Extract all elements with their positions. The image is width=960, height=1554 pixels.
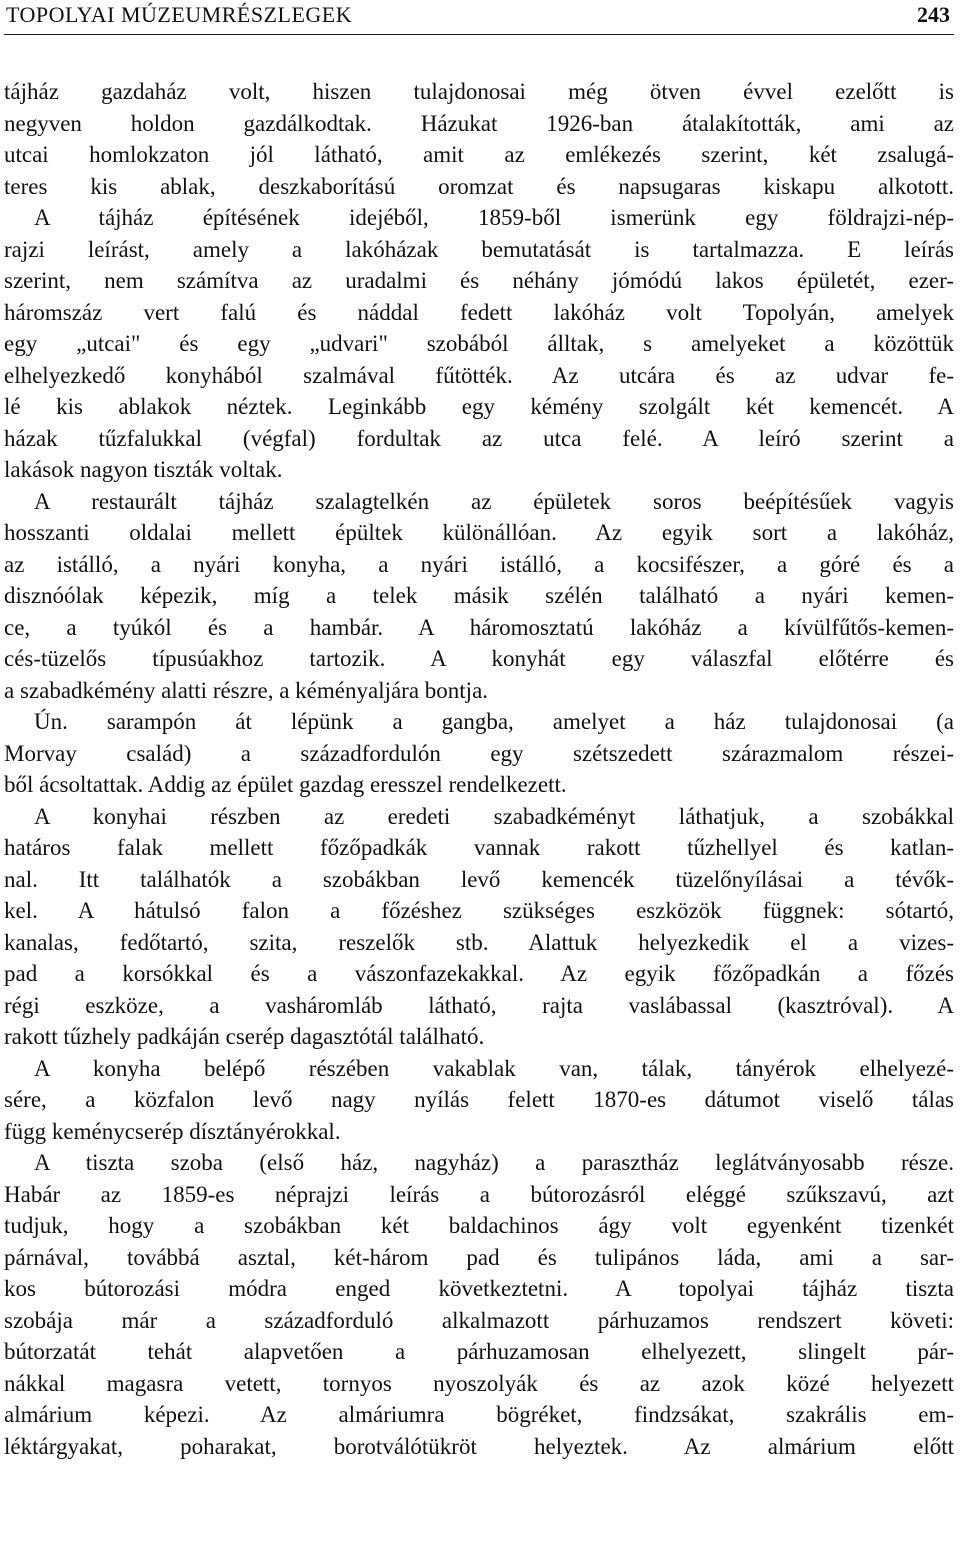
text-line: A tájház építésének idejéből, 1859-ből ismerünk egy földrajzi-nép- [34,205,954,230]
text-line: háromszáz vert falú és náddal fedett lakóház volt Topolyán, amelyek [4,299,954,325]
text-line: egy „utcai" és egy „udvari" szobából álltak, s amelyeket a közöttük [4,331,954,356]
text-line: A konyha belépő részében vakablak van, tálak, tányérok elhelyezé- [34,1055,954,1081]
running-head [4,0,954,36]
text-line: határos falak mellett főzőpadkák vannak rakott tűzhellyel és katlan- [4,835,954,860]
text-line: almárium képezi. Az almáriumra bögréket, findzsákat, szakrális em- [4,1402,954,1427]
text-line: rajzi leírást, amely a lakóházak bemutatását is tartalmazza. E leírás [4,236,954,262]
text-line: negyven holdon gazdálkodtak. Házukat 1926-ban átalakították, ami az [4,110,954,136]
text-line: szerint, nem számítva az uradalmi és néhány jómódú lakos épületét, ezer- [4,268,954,293]
text-line: Habár az 1859-es néprajzi leírás a bútorozásról eléggé szűkszavú, azt [4,1181,954,1207]
text-line: sére, a közfalon levő nagy nyílás felett 1870-es dátumot viselő tálas [4,1087,954,1112]
text-line: kos bútorozási módra enged következtetni. A topolyai tájház tiszta [4,1276,954,1301]
body-text [4,76,954,1462]
text-line: disznóólak képezik, míg a telek másik szélén található a nyári kemen- [4,583,954,608]
text-line: rakott tűzhely padkáján cserép dagasztótál található. [4,1024,485,1049]
text-line: A restaurált tájház szalagtelkén az épületek soros beépítésűek vagyis [34,488,954,514]
text-line: kanalas, fedőtartó, szita, reszelők stb. Alattuk helyezkedik el a vizes- [4,929,954,955]
text-line: az istálló, a nyári konyha, a nyári istálló, a kocsifészer, a góré és a [4,551,954,577]
text-line: lakások nagyon tiszták voltak. [4,457,283,482]
text-line: párnával, továbbá asztal, két-három pad és tulipános láda, ami a sar- [4,1244,954,1270]
text-line: ce, a tyúkól és a hambár. A háromosztatú lakóház a kívülfűtős-kemen- [4,614,954,640]
text-line: A tiszta szoba (első ház, nagyház) a parasztház leglátványosabb része. [34,1150,954,1175]
text-line: utcai homlokzaton jól látható, amit az emlékezés szerint, két zsalugá- [4,142,954,167]
text-line: nal. Itt találhatók a szobákban levő kemencék tüzelőnyílásai a tévők- [4,866,954,892]
text-line: szobája már a századforduló alkalmazott párhuzamos rendszert követi: [4,1307,954,1333]
text-line: hosszanti oldalai mellett épültek különállóan. Az egyik sort a lakóház, [4,520,954,545]
text-line: elhelyezkedő konyhából szalmával fűtötték. Az utcára és az udvar fe- [4,362,954,388]
text-line: Ún. sarampón át lépünk a gangba, amelyet a ház tulajdonosai (a [34,709,954,734]
text-line: ből ácsoltattak. Addig az épület gazdag eresszel rendelkezett. [4,772,567,797]
text-line: Morvay család) a századfordulón egy szétszedett szárazmalom részei- [4,740,954,766]
text-line: házak tűzfalukkal (végfal) fordultak az utca felé. A leíró szerint a [4,425,954,451]
page-number: 243 [917,2,950,27]
text-line: pad a korsókkal és a vászonfazekakkal. Az egyik főzőpadkán a főzés [4,961,954,986]
text-line: nákkal magasra vetett, tornyos nyoszolyák és az azok közé helyezett [4,1370,954,1396]
text-line: teres kis ablak, deszkaborítású oromzat és napsugaras kiskapu alkotott. [4,173,954,199]
text-line: bútorzatát tehát alapvetően a párhuzamosan elhelyezett, slingelt pár- [4,1339,954,1364]
text-line: lé kis ablakok néztek. Leginkább egy kémény szolgált két kemencét. A [4,394,954,419]
text-line: függ keménycserép dísztányérokkal. [4,1118,341,1144]
text-line: A konyhai részben az eredeti szabadkéményt láthatjuk, a szobákkal [34,803,954,829]
text-line: cés-tüzelős típusúakhoz tartozik. A konyhát egy válaszfal előtérre és [4,646,954,671]
text-line: tájház gazdaház volt, hiszen tulajdonosai még ötven évvel ezelőtt is [4,79,954,104]
text-line: léktárgyakat, poharakat, borotválótükröt helyeztek. Az almárium előtt [4,1433,954,1459]
text-line: tudjuk, hogy a szobákban két baldachinos ágy volt egyenként tizenkét [4,1213,954,1238]
header-rule [4,34,954,35]
text-line: kel. A hátulsó falon a főzéshez szükséges eszközök függnek: sótartó, [4,898,954,923]
running-title: TOPOLYAI MÚZEUMRÉSZLEGEK [6,2,353,27]
text-line: régi eszköze, a vasháromláb látható, rajta vaslábassal (kasztróval). A [4,992,954,1018]
text-line: a szabadkémény alatti részre, a kéményaljára bontja. [4,677,489,703]
